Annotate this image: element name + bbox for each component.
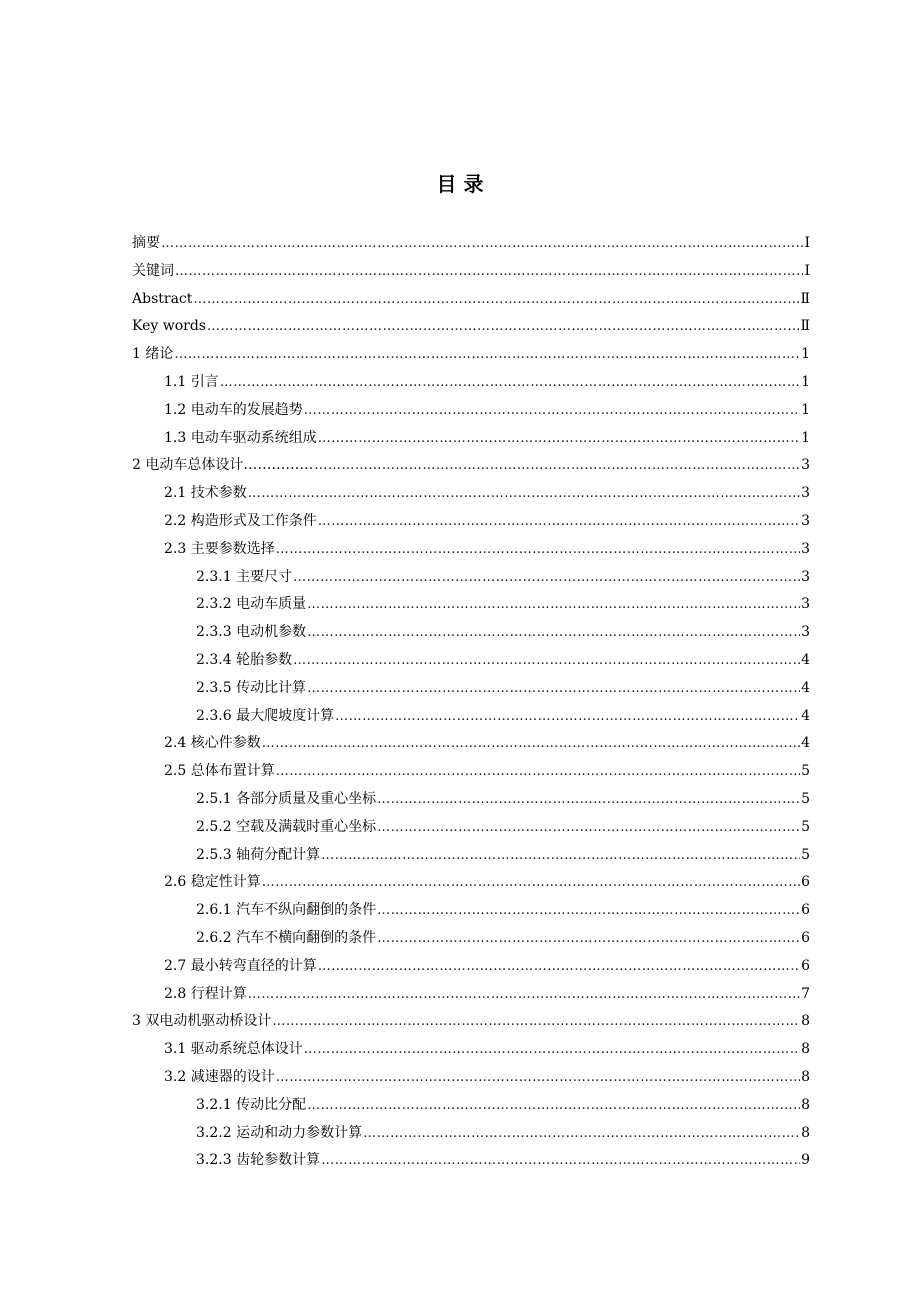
toc-entry-page: 1 bbox=[801, 346, 810, 363]
toc-entry[interactable] bbox=[164, 952, 810, 980]
toc-entry-label: 2.6 稳定性计算 bbox=[164, 874, 261, 891]
toc-entry[interactable] bbox=[164, 1063, 810, 1091]
toc-entry-page: 1 bbox=[801, 374, 810, 390]
toc-entry-page: 6 bbox=[801, 957, 810, 974]
toc-leader-dots bbox=[220, 369, 800, 397]
toc-entry[interactable] bbox=[164, 1035, 810, 1063]
toc-entry[interactable] bbox=[196, 563, 810, 591]
toc-entry-label: 1.2 电动车的发展趋势 bbox=[164, 401, 303, 418]
toc-entry[interactable] bbox=[196, 1091, 810, 1119]
toc-entry-label: 2.3.6 最大爬坡度计算 bbox=[196, 707, 335, 724]
toc-entry-page: 8 bbox=[801, 1013, 810, 1030]
toc-entry[interactable] bbox=[196, 924, 810, 952]
toc-entry-page: 6 bbox=[801, 902, 810, 919]
toc-entry-label: 3.2.1 传动比分配 bbox=[196, 1096, 307, 1113]
toc-entry-label: 2.3.1 主要尺寸 bbox=[196, 568, 293, 585]
toc-entry-label: 3 双电动机驱动桥设计 bbox=[132, 1013, 272, 1030]
toc-entry[interactable] bbox=[164, 479, 810, 507]
toc-leader-dots bbox=[248, 480, 800, 508]
toc-leader-dots bbox=[318, 508, 800, 536]
toc-leader-dots bbox=[293, 564, 800, 592]
toc-entry-page: 8 bbox=[801, 1124, 810, 1141]
toc-entry-label: 2.4 核心件参数 bbox=[164, 735, 261, 752]
toc-entry-page: Ⅰ bbox=[804, 262, 810, 279]
toc-entry-page: 3 bbox=[801, 457, 810, 474]
toc-leader-dots bbox=[321, 1147, 800, 1175]
toc-leader-dots bbox=[318, 425, 800, 453]
toc-entry[interactable] bbox=[164, 757, 810, 785]
toc-leader-dots bbox=[307, 1092, 800, 1120]
toc-entry[interactable] bbox=[196, 841, 810, 869]
toc-entry[interactable] bbox=[164, 424, 810, 452]
toc-entry-label: 关键词 bbox=[132, 262, 174, 279]
toc-entry-page: 4 bbox=[801, 679, 810, 696]
toc-entry-label: Key words bbox=[132, 318, 206, 335]
toc-entry[interactable] bbox=[196, 1119, 810, 1147]
toc-leader-dots bbox=[193, 286, 799, 314]
toc-entry-page: 5 bbox=[801, 846, 810, 863]
toc-leader-dots bbox=[377, 897, 800, 925]
toc-leader-dots bbox=[262, 869, 800, 897]
toc-entry-page: 9 bbox=[801, 1152, 810, 1169]
toc-entry[interactable] bbox=[196, 590, 810, 618]
toc-entry[interactable] bbox=[132, 340, 810, 368]
toc-entry-label: 摘要 bbox=[132, 235, 160, 251]
toc-leader-dots bbox=[377, 786, 800, 814]
toc-leader-dots bbox=[248, 981, 800, 1009]
toc-entry-label: 2.5 总体布置计算 bbox=[164, 763, 275, 780]
toc-entry[interactable] bbox=[164, 368, 810, 396]
toc-entry[interactable] bbox=[164, 507, 810, 535]
toc-entry-page: 7 bbox=[801, 985, 810, 1002]
toc-entry-label: 2.3 主要参数选择 bbox=[164, 540, 275, 557]
toc-entry-page: 8 bbox=[801, 1069, 810, 1085]
toc-entry-page: 5 bbox=[801, 818, 810, 835]
toc-leader-dots bbox=[304, 397, 800, 425]
toc-leader-dots bbox=[272, 1008, 800, 1036]
toc-leader-dots bbox=[262, 730, 800, 758]
toc-entry-label: 2.5.2 空载及满载时重心坐标 bbox=[196, 818, 377, 835]
toc-entry-label: 2.5.1 各部分质量及重心坐标 bbox=[196, 791, 377, 807]
toc-entry-page: 4 bbox=[801, 735, 810, 752]
toc-entry[interactable] bbox=[196, 702, 810, 730]
toc-entry-label: 3.2.3 齿轮参数计算 bbox=[196, 1152, 321, 1169]
toc-entry-label: 2.6.2 汽车不横向翻倒的条件 bbox=[196, 930, 377, 946]
toc-entry[interactable] bbox=[132, 451, 810, 479]
toc-leader-dots bbox=[321, 842, 800, 870]
toc-entry-label: 2.2 构造形式及工作条件 bbox=[164, 513, 317, 529]
toc-entry-page: Ⅰ bbox=[804, 235, 810, 251]
toc-entry-page: 3 bbox=[801, 596, 810, 613]
toc-entry-page: 6 bbox=[801, 874, 810, 891]
toc-leader-dots bbox=[174, 341, 800, 369]
toc-leader-dots bbox=[307, 619, 800, 647]
toc-entry-page: 4 bbox=[801, 652, 810, 668]
toc-entry-page: Ⅱ bbox=[800, 318, 810, 335]
toc-entry[interactable] bbox=[132, 1007, 810, 1035]
toc-leader-dots bbox=[276, 536, 800, 564]
toc-leader-dots bbox=[363, 1120, 800, 1148]
page-title: 目 录 bbox=[436, 172, 484, 196]
toc-leader-dots bbox=[276, 758, 800, 786]
toc-entry[interactable] bbox=[164, 868, 810, 896]
toc-entry[interactable] bbox=[132, 229, 810, 257]
toc-entry-label: 2 电动车总体设计…………… bbox=[132, 457, 314, 474]
toc-entry[interactable] bbox=[164, 729, 810, 757]
toc-entry[interactable] bbox=[132, 257, 810, 285]
toc-entry-page: 8 bbox=[801, 1096, 810, 1113]
toc-entry-page: 5 bbox=[801, 763, 810, 780]
toc-entry-page: 1 bbox=[801, 429, 810, 446]
toc-entry-label: 1 绪论 bbox=[132, 346, 174, 363]
toc-leader-dots bbox=[304, 1036, 800, 1064]
toc-entry-label: 2.1 技术参数 bbox=[164, 485, 247, 502]
toc-leader-dots bbox=[314, 452, 800, 480]
toc-entry-label: 1.3 电动车驱动系统组成 bbox=[164, 429, 317, 446]
toc-leader-dots bbox=[161, 230, 803, 258]
toc-leader-dots bbox=[307, 675, 800, 703]
toc-entry-label: 2.3.5 传动比计算 bbox=[196, 679, 307, 696]
toc-entry-label: 3.1 驱动系统总体设计 bbox=[164, 1041, 303, 1058]
toc-entry-page: 3 bbox=[801, 485, 810, 502]
toc-entry[interactable] bbox=[132, 285, 810, 313]
toc-entry-label: 2.3.2 电动车质量 bbox=[196, 596, 307, 613]
toc-entry-label: 3.2 减速器的设计 bbox=[164, 1069, 275, 1085]
toc-entry-page: 5 bbox=[801, 791, 810, 807]
toc-leader-dots bbox=[207, 313, 800, 341]
toc-leader-dots bbox=[293, 647, 800, 675]
toc-entry[interactable] bbox=[132, 312, 810, 340]
toc-entry[interactable] bbox=[164, 396, 810, 424]
toc-entry[interactable] bbox=[196, 896, 810, 924]
toc-entry-label: 2.3.4 轮胎参数 bbox=[196, 652, 293, 668]
toc-entry-page: 8 bbox=[801, 1041, 810, 1058]
toc-entry[interactable] bbox=[196, 785, 810, 813]
toc-entry-label: 2.6.1 汽车不纵向翻倒的条件 bbox=[196, 902, 377, 919]
toc-entry-page: 3 bbox=[801, 540, 810, 557]
toc-entry-label: 3.2.2 运动和动力参数计算 bbox=[196, 1124, 363, 1141]
toc-entry-page: 4 bbox=[801, 707, 810, 724]
toc-entry-page: 1 bbox=[801, 401, 810, 418]
toc-entry-page: 6 bbox=[801, 930, 810, 946]
toc-entry-label: 2.5.3 轴荷分配计算 bbox=[196, 846, 321, 863]
toc-entry[interactable] bbox=[196, 674, 810, 702]
toc-leader-dots bbox=[175, 258, 803, 286]
toc-leader-dots bbox=[318, 953, 800, 981]
toc-leader-dots bbox=[377, 925, 800, 953]
toc-leader-dots bbox=[377, 814, 800, 842]
toc-entry[interactable] bbox=[196, 646, 810, 674]
toc-leader-dots bbox=[307, 591, 800, 619]
toc-entry-page: 3 bbox=[801, 568, 810, 585]
toc-entry[interactable] bbox=[164, 980, 810, 1008]
toc-entry-page: 3 bbox=[801, 624, 810, 641]
toc-entry-page: 3 bbox=[801, 513, 810, 529]
toc-entry[interactable] bbox=[164, 535, 810, 563]
toc-entry-label: 1.1 引言 bbox=[164, 374, 219, 390]
toc-entry[interactable] bbox=[196, 1146, 810, 1174]
toc-entry-label: Abstract bbox=[132, 290, 193, 307]
toc-entry[interactable] bbox=[196, 813, 810, 841]
toc-entry-label: 2.3.3 电动机参数 bbox=[196, 624, 307, 641]
toc-leader-dots bbox=[335, 703, 800, 731]
toc-entry-page: Ⅱ bbox=[800, 290, 810, 307]
toc-entry-label: 2.8 行程计算 bbox=[164, 985, 247, 1002]
toc-entry[interactable] bbox=[196, 618, 810, 646]
toc-leader-dots bbox=[276, 1064, 800, 1092]
toc-entry-label: 2.7 最小转弯直径的计算 bbox=[164, 957, 317, 974]
